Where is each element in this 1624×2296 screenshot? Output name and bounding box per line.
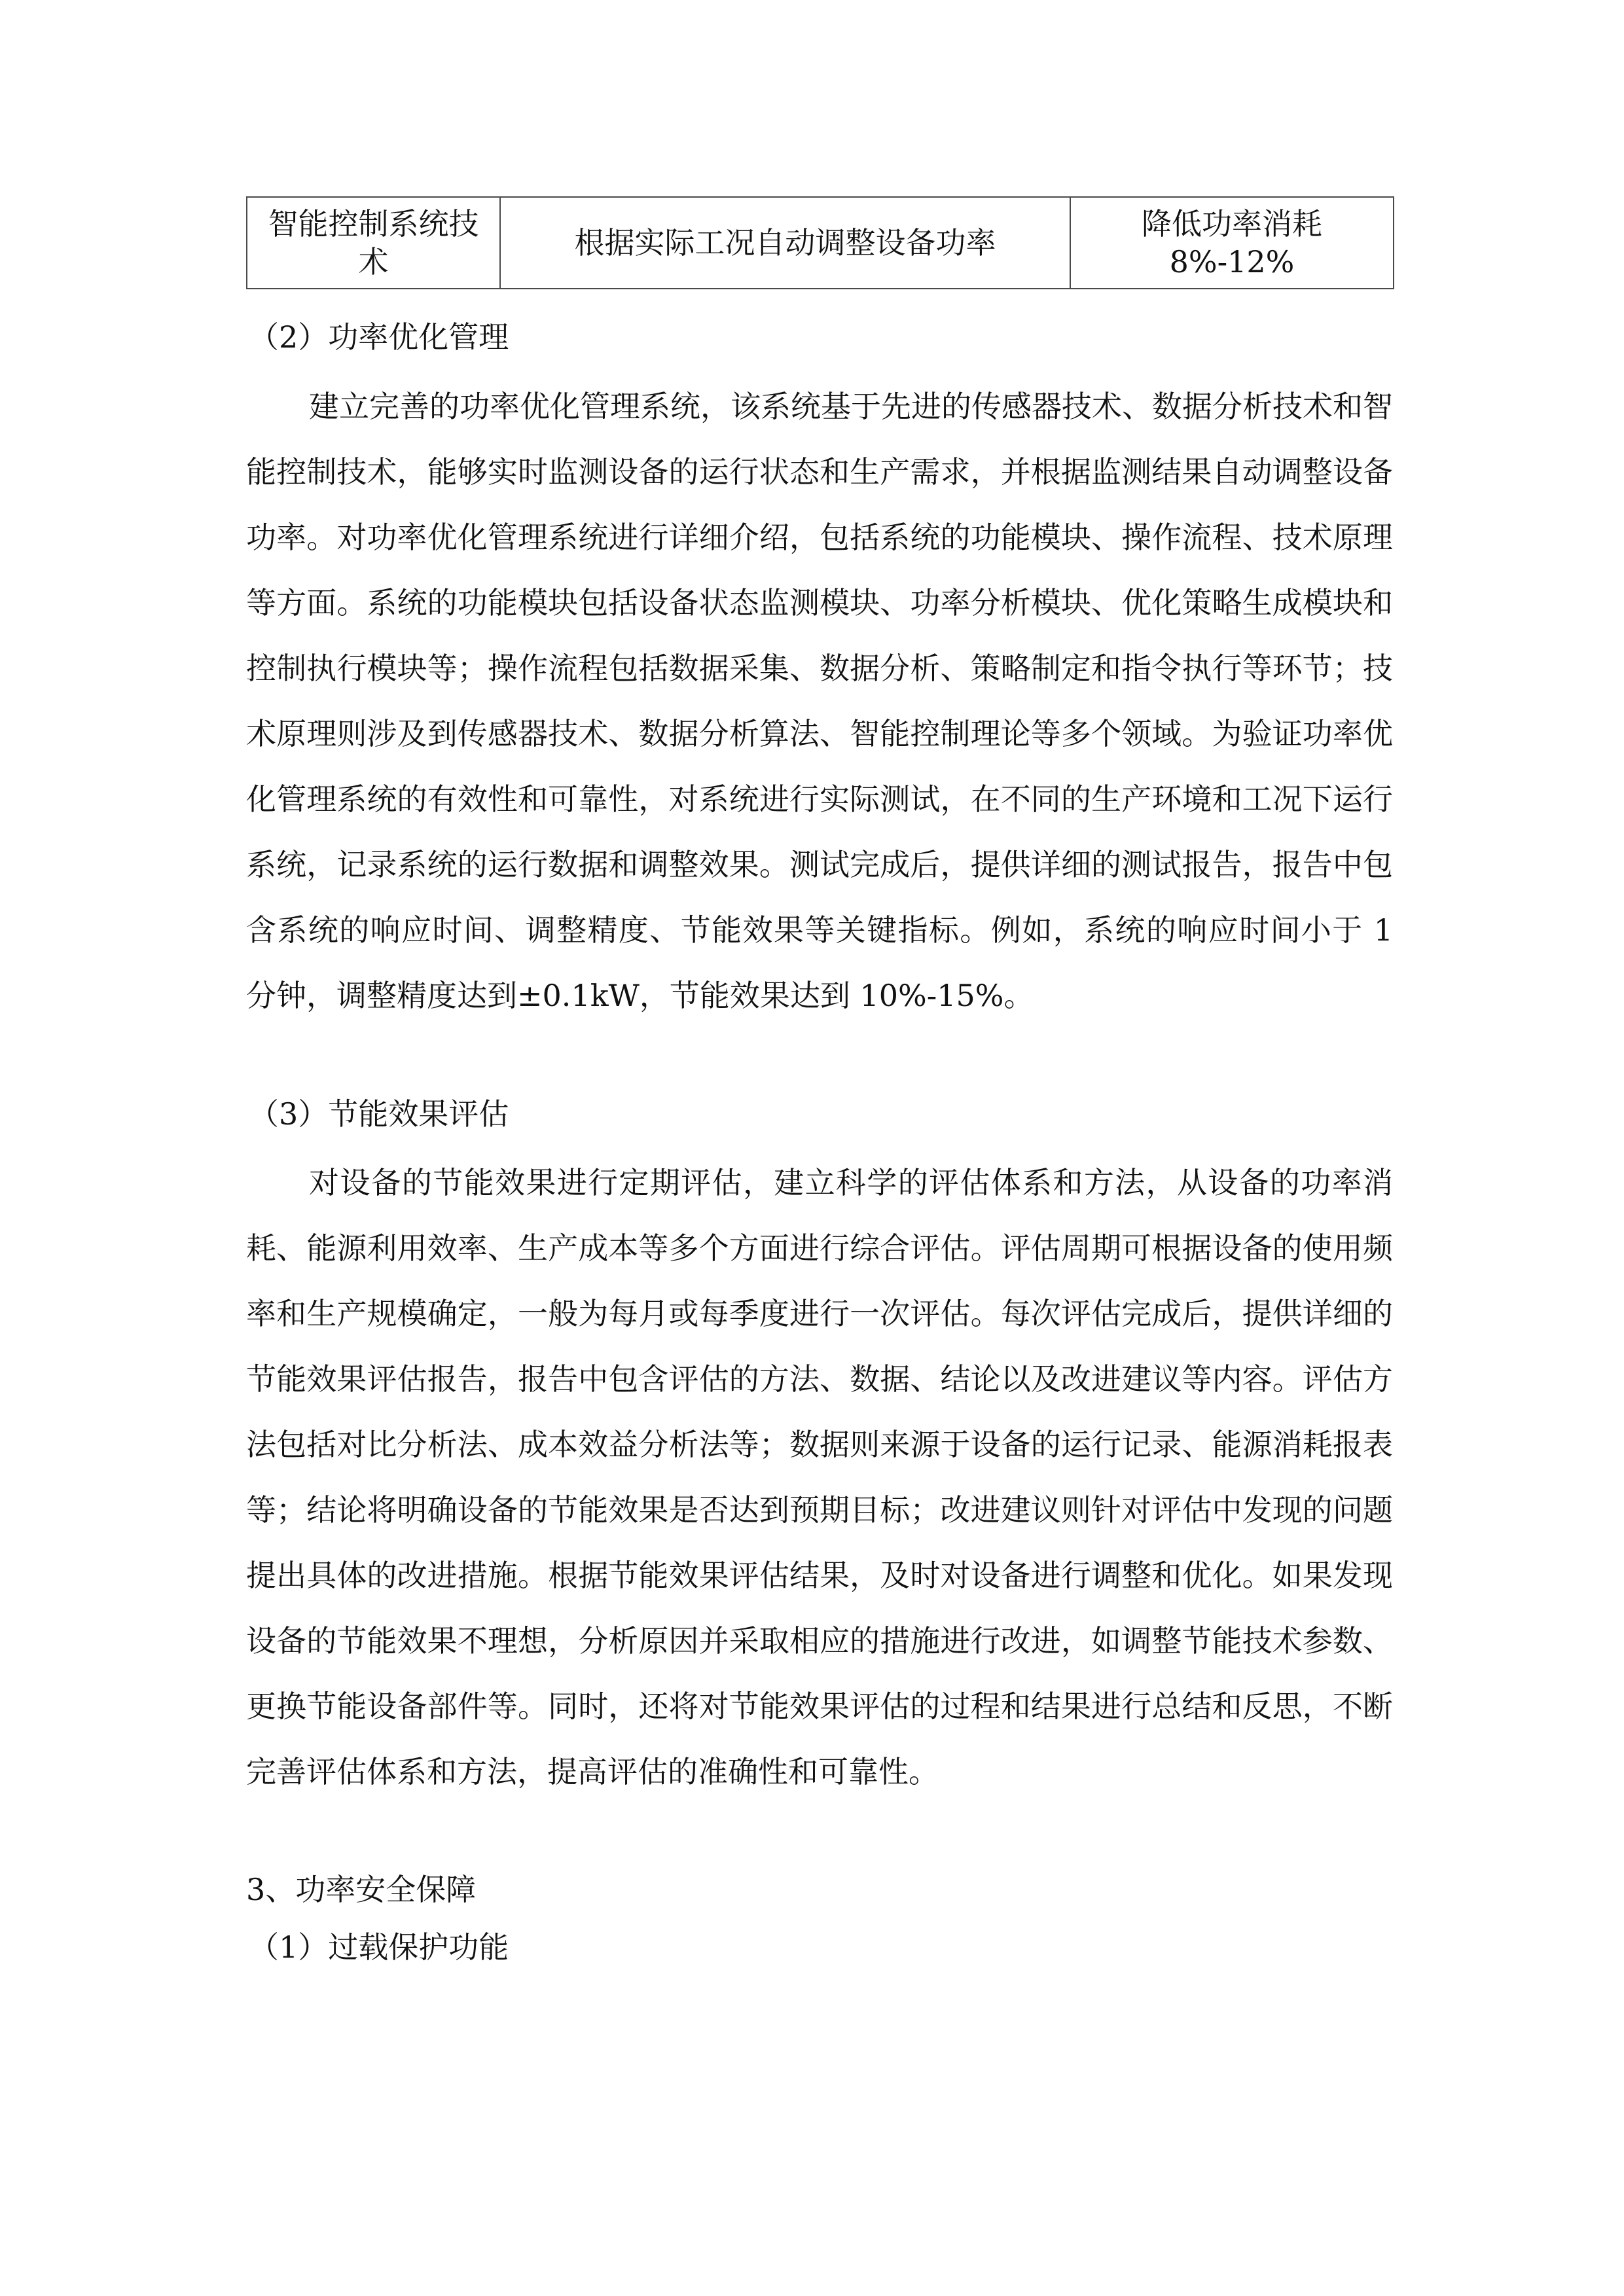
section-heading-power-optimization: （2）功率优化管理	[249, 319, 509, 355]
table-cell-effect: 降低功率消耗 8%-12%	[1070, 197, 1394, 289]
section-heading-overload-protection: （1）过载保护功能	[249, 1929, 509, 1965]
paragraph-energy-evaluation: 对设备的节能效果进行定期评估，建立科学的评估体系和方法，从设备的功率消耗、能源利用效率、生产成本等多个方面进行综合评估。评估周期可根据设备的使用频率和生产规模确定，一般为每月或每季度进行一次评估。每次评估完成后，提供详细的节能效果评估报告，报告中包含评估的方法、数据、结论以及改进建议等内容。评估方法包括对比分析法、成本效益分析法等；数据则来源于设备的运行记录、能源消耗报表等；结论将明确设备的节能效果是否达到预期目标；改进建议则针对评估中发现的问题提出具体的改进措施。根据节能效果评估结果，及时对设备进行调整和优化。如果发现设备的节能效果不理想，分析原因并采取相应的措施进行改进，如调整节能技术参数、更换节能设备部件等。同时，还将对节能效果评估的过程和结果进行总结和反思，不断完善评估体系和方法，提高评估的准确性和可靠性。	[246, 1165, 1393, 1789]
table-cell-technology: 智能控制系统技术	[247, 197, 500, 289]
main-heading-power-safety: 3、功率安全保障	[246, 1872, 477, 1907]
section-heading-energy-evaluation: （3）节能效果评估	[249, 1096, 509, 1132]
table-cell-description: 根据实际工况自动调整设备功率	[500, 197, 1070, 289]
technology-table	[246, 196, 1394, 289]
table-row	[247, 197, 1394, 289]
paragraph-power-optimization: 建立完善的功率优化管理系统，该系统基于先进的传感器技术、数据分析技术和智能控制技术，能够实时监测设备的运行状态和生产需求，并根据监测结果自动调整设备功率。对功率优化管理系统进行详细介绍，包括系统的功能模块、操作流程、技术原理等方面。系统的功能模块包括设备状态监测模块、功率分析模块、优化策略生成模块和控制执行模块等；操作流程包括数据采集、数据分析、策略制定和指令执行等环节；技术原理则涉及到传感器技术、数据分析算法、智能控制理论等多个领域。为验证功率优化管理系统的有效性和可靠性，对系统进行实际测试，在不同的生产环境和工况下运行系统，记录系统的运行数据和调整效果。测试完成后，提供详细的测试报告，报告中包含系统的响应时间、调整精度、节能效果等关键指标。例如，系统的响应时间小于 1 分钟，调整精度达到±0.1kW，节能效果达到 10%-15%。	[246, 389, 1393, 1013]
